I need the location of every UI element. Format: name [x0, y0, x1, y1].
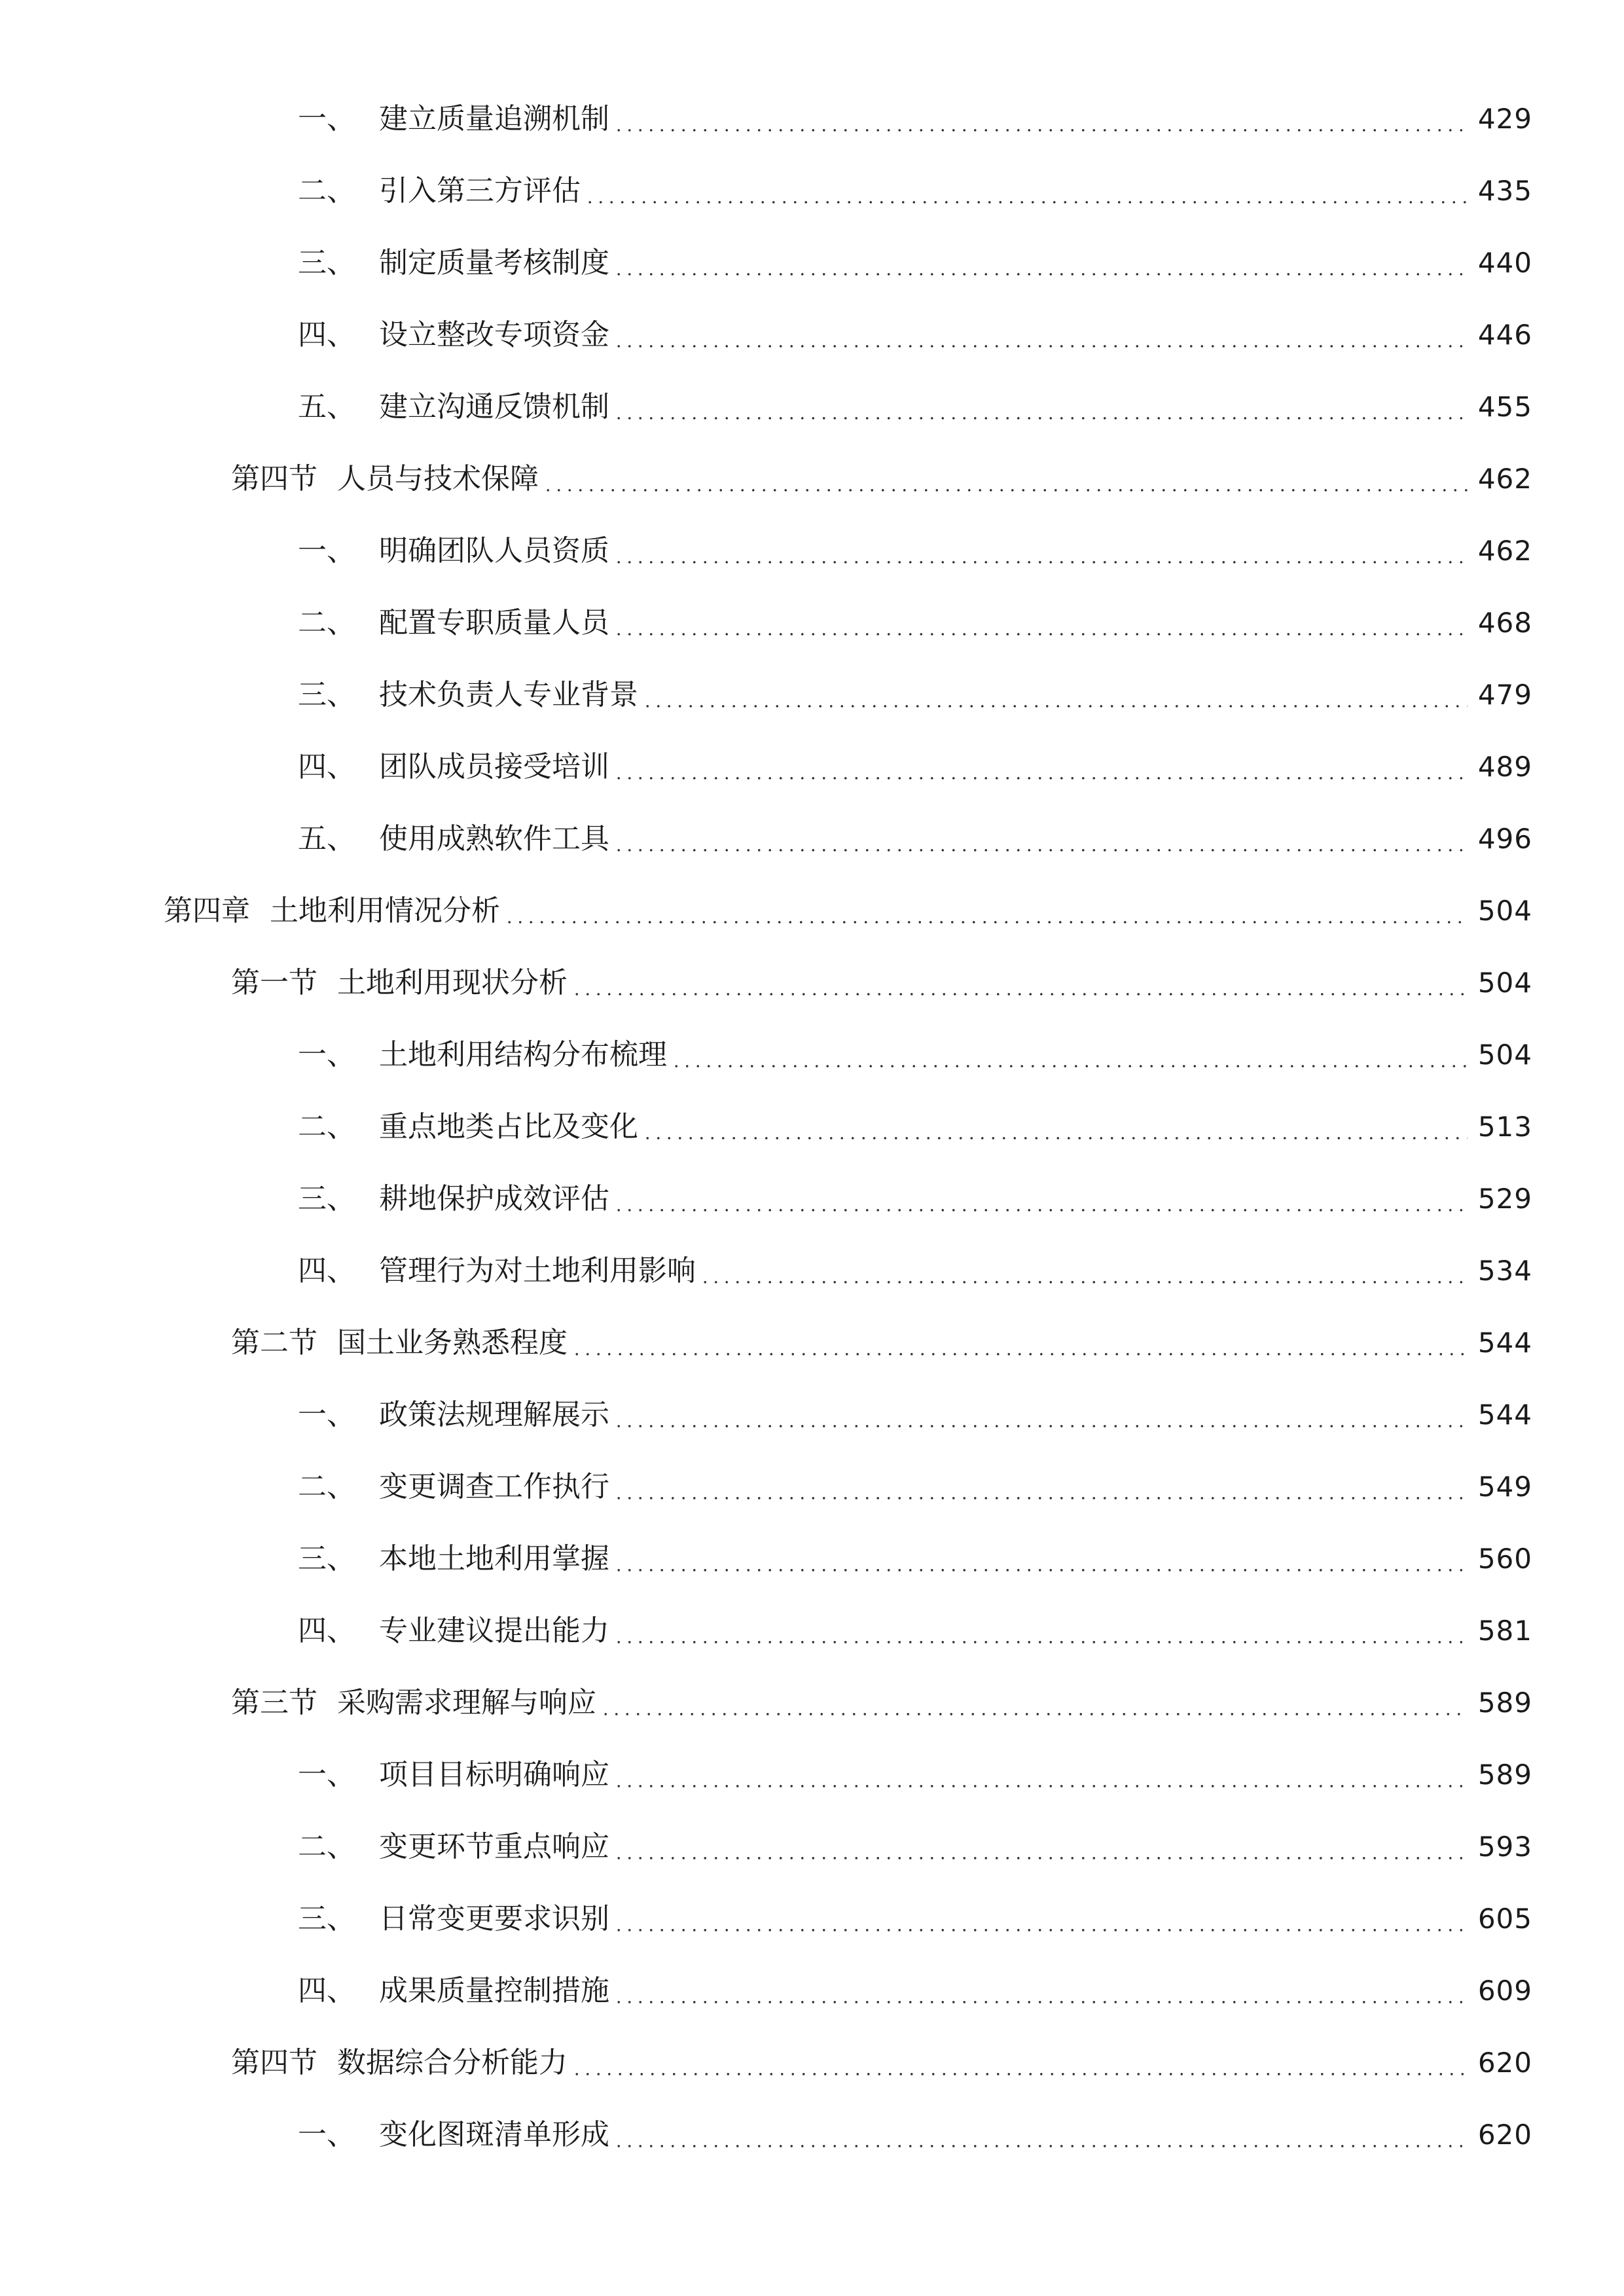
toc-entry-item[interactable] [0, 83, 1624, 155]
toc-entry-title: 采购需求理解与响应 [337, 1686, 596, 1719]
toc-entry-page-number: 560 [1477, 1543, 1532, 1575]
toc-entry-item[interactable] [0, 803, 1624, 875]
toc-entry-line [298, 299, 1532, 371]
toc-entry-title: 设立整改专项资金 [379, 318, 609, 351]
toc-entry-page-number: 534 [1477, 1255, 1532, 1287]
toc-entry-section[interactable] [0, 947, 1624, 1019]
toc-entry-line [298, 515, 1532, 587]
toc-entry-title: 政策法规理解展示 [379, 1398, 609, 1431]
toc-entry-title: 技术负责人专业背景 [379, 678, 638, 711]
toc-entry-number: 四、 [298, 1614, 355, 1647]
toc-entry-page-number: 446 [1477, 319, 1532, 351]
toc-entry-page-number: 489 [1477, 751, 1532, 783]
toc-entry-line [298, 803, 1532, 875]
dot-leader [600, 1667, 1468, 1739]
toc-entry-page-number: 455 [1477, 391, 1532, 423]
toc-entry-line [298, 227, 1532, 299]
toc-entry-number: 三、 [298, 1182, 355, 1215]
toc-entry-item[interactable] [0, 1379, 1624, 1451]
toc-entry-line [231, 2027, 1532, 2099]
toc-entry-item[interactable] [0, 155, 1624, 227]
toc-entry-title: 变更调查工作执行 [379, 1470, 609, 1503]
dot-leader [613, 2099, 1468, 2171]
toc-entry-item[interactable] [0, 299, 1624, 371]
dot-leader [613, 1739, 1468, 1811]
dot-leader [613, 731, 1468, 803]
toc-entry-item[interactable] [0, 1811, 1624, 1883]
toc-entry-number: 四、 [298, 1974, 355, 2007]
toc-entry-page-number: 544 [1477, 1327, 1532, 1359]
toc-entry-title: 使用成熟软件工具 [379, 822, 609, 855]
toc-entry-line [298, 1811, 1532, 1883]
toc-entry-line [298, 2099, 1532, 2171]
toc-entry-title: 变更环节重点响应 [379, 1830, 609, 1863]
toc-entry-title: 项目目标明确响应 [379, 1758, 609, 1791]
toc-entry-page-number: 605 [1477, 1903, 1532, 1935]
toc-entry-line [298, 1019, 1532, 1091]
toc-entry-section[interactable] [0, 2027, 1624, 2099]
dot-leader [504, 875, 1468, 947]
dot-leader [671, 1019, 1468, 1091]
toc-entry-title: 建立沟通反馈机制 [379, 390, 609, 423]
toc-entry-line [298, 731, 1532, 803]
toc-entry-title: 本地土地利用掌握 [379, 1542, 609, 1575]
toc-entry-item[interactable] [0, 227, 1624, 299]
toc-entry-title: 土地利用结构分布梳理 [379, 1038, 667, 1071]
toc-entry-number: 第三节 [231, 1686, 317, 1719]
toc-entry-line [298, 1883, 1532, 1955]
toc-entry-title: 重点地类占比及变化 [379, 1110, 638, 1143]
toc-entry-title: 土地利用现状分析 [337, 966, 568, 999]
toc-entry-number: 二、 [298, 606, 355, 639]
toc-entry-number: 三、 [298, 1542, 355, 1575]
dot-leader [571, 947, 1468, 1019]
toc-entry-title: 团队成员接受培训 [379, 750, 609, 783]
toc-entry-line [298, 1163, 1532, 1235]
toc-entry-number: 三、 [298, 1902, 355, 1935]
toc-entry-title: 管理行为对土地利用影响 [379, 1254, 696, 1287]
toc-entry-page-number: 504 [1477, 967, 1532, 999]
dot-leader [642, 659, 1468, 731]
toc-entry-page-number: 496 [1477, 823, 1532, 855]
dot-leader [543, 443, 1468, 515]
toc-entry-number: 四、 [298, 1254, 355, 1287]
toc-entry-title: 配置专职质量人员 [379, 606, 609, 639]
toc-entry-number: 第四章 [164, 894, 250, 927]
toc-entry-number: 二、 [298, 1470, 355, 1503]
toc-entry-number: 一、 [298, 1398, 355, 1431]
toc-entry-page-number: 593 [1477, 1831, 1532, 1863]
toc-entry-item[interactable] [0, 1883, 1624, 1955]
toc-entry-line [298, 1955, 1532, 2027]
toc-entry-item[interactable] [0, 731, 1624, 803]
toc-entry-item[interactable] [0, 1595, 1624, 1667]
toc-entry-line [298, 587, 1532, 659]
toc-entry-item[interactable] [0, 1451, 1624, 1523]
toc-entry-number: 第四节 [231, 462, 317, 495]
toc-entry-item[interactable] [0, 659, 1624, 731]
toc-entry-item[interactable] [0, 1523, 1624, 1595]
toc-entry-line [231, 947, 1532, 1019]
toc-entry-page-number: 440 [1477, 247, 1532, 279]
toc-entry-page-number: 620 [1477, 2047, 1532, 2079]
toc-entry-title: 人员与技术保障 [337, 462, 539, 495]
toc-entry-line [298, 1451, 1532, 1523]
toc-entry-section[interactable] [0, 443, 1624, 515]
toc-entry-item[interactable] [0, 1739, 1624, 1811]
toc-entry-number: 一、 [298, 534, 355, 567]
toc-entry-item[interactable] [0, 587, 1624, 659]
toc-entry-page-number: 479 [1477, 679, 1532, 711]
toc-entry-line [298, 155, 1532, 227]
toc-entry-number: 二、 [298, 1830, 355, 1863]
toc-entry-title: 日常变更要求识别 [379, 1902, 609, 1935]
toc-entry-title: 制定质量考核制度 [379, 246, 609, 279]
dot-leader [571, 2027, 1468, 2099]
toc-entry-number: 四、 [298, 318, 355, 351]
toc-entry-line [298, 1091, 1532, 1163]
toc-entry-chapter[interactable] [0, 875, 1624, 947]
toc-entry-item[interactable] [0, 1091, 1624, 1163]
toc-entry-title: 引入第三方评估 [379, 174, 581, 207]
toc-entry-item[interactable] [0, 1019, 1624, 1091]
toc-entry-number: 一、 [298, 1758, 355, 1791]
toc-entry-item[interactable] [0, 1235, 1624, 1307]
toc-entry-line [231, 1667, 1532, 1739]
table-of-contents [0, 83, 1624, 2171]
toc-entry-section[interactable] [0, 1307, 1624, 1379]
toc-entry-page-number: 462 [1477, 535, 1532, 567]
dot-leader [613, 587, 1468, 659]
toc-entry-line [298, 1523, 1532, 1595]
toc-entry-page-number: 549 [1477, 1471, 1532, 1503]
dot-leader [613, 1451, 1468, 1523]
dot-leader [613, 1523, 1468, 1595]
toc-entry-item[interactable] [0, 1163, 1624, 1235]
toc-entry-line [231, 443, 1532, 515]
toc-entry-page-number: 589 [1477, 1759, 1532, 1791]
toc-entry-number: 第二节 [231, 1326, 317, 1359]
toc-entry-item[interactable] [0, 371, 1624, 443]
toc-entry-page-number: 609 [1477, 1975, 1532, 2007]
toc-entry-title: 耕地保护成效评估 [379, 1182, 609, 1215]
toc-entry-line [164, 875, 1532, 947]
toc-entry-title: 土地利用情况分析 [270, 894, 500, 927]
toc-entry-title: 国土业务熟悉程度 [337, 1326, 568, 1359]
toc-entry-line [298, 1235, 1532, 1307]
toc-entry-number: 一、 [298, 1038, 355, 1071]
toc-entry-line [298, 1739, 1532, 1811]
toc-entry-line [298, 83, 1532, 155]
toc-entry-title: 明确团队人员资质 [379, 534, 609, 567]
toc-entry-section[interactable] [0, 1667, 1624, 1739]
dot-leader [613, 515, 1468, 587]
dot-leader [700, 1235, 1468, 1307]
toc-entry-page-number: 529 [1477, 1183, 1532, 1215]
toc-entry-item[interactable] [0, 2099, 1624, 2171]
toc-entry-number: 五、 [298, 390, 355, 423]
toc-entry-line [298, 659, 1532, 731]
dot-leader [613, 1883, 1468, 1955]
toc-entry-page-number: 462 [1477, 463, 1532, 495]
toc-entry-line [298, 1379, 1532, 1451]
toc-entry-title: 成果质量控制措施 [379, 1974, 609, 2007]
toc-entry-number: 一、 [298, 2118, 355, 2151]
toc-entry-line [298, 371, 1532, 443]
dot-leader [613, 1811, 1468, 1883]
toc-entry-number: 三、 [298, 246, 355, 279]
dot-leader [613, 1379, 1468, 1451]
dot-leader [613, 227, 1468, 299]
dot-leader [613, 1595, 1468, 1667]
toc-entry-page-number: 513 [1477, 1111, 1532, 1143]
toc-entry-item[interactable] [0, 515, 1624, 587]
toc-entry-line [298, 1595, 1532, 1667]
toc-entry-item[interactable] [0, 1955, 1624, 2027]
toc-entry-page-number: 504 [1477, 1039, 1532, 1071]
dot-leader [613, 803, 1468, 875]
toc-entry-number: 三、 [298, 678, 355, 711]
toc-entry-page-number: 429 [1477, 103, 1532, 135]
toc-entry-page-number: 620 [1477, 2119, 1532, 2151]
toc-entry-number: 第四节 [231, 2046, 317, 2079]
toc-entry-title: 变化图斑清单形成 [379, 2118, 609, 2151]
dot-leader [642, 1091, 1468, 1163]
dot-leader [613, 299, 1468, 371]
toc-entry-number: 一、 [298, 102, 355, 135]
dot-leader [613, 371, 1468, 443]
dot-leader [571, 1307, 1468, 1379]
toc-entry-title: 数据综合分析能力 [337, 2046, 568, 2079]
toc-entry-page-number: 504 [1477, 895, 1532, 927]
toc-entry-line [231, 1307, 1532, 1379]
toc-entry-number: 第一节 [231, 966, 317, 999]
dot-leader [585, 155, 1468, 227]
toc-entry-title: 建立质量追溯机制 [379, 102, 609, 135]
toc-entry-title: 专业建议提出能力 [379, 1614, 609, 1647]
toc-entry-page-number: 435 [1477, 175, 1532, 207]
toc-entry-number: 五、 [298, 822, 355, 855]
toc-entry-page-number: 468 [1477, 607, 1532, 639]
dot-leader [613, 1163, 1468, 1235]
toc-entry-page-number: 544 [1477, 1399, 1532, 1431]
dot-leader [613, 83, 1468, 155]
toc-entry-page-number: 581 [1477, 1615, 1532, 1647]
toc-entry-page-number: 589 [1477, 1687, 1532, 1719]
dot-leader [613, 1955, 1468, 2027]
toc-entry-number: 四、 [298, 750, 355, 783]
toc-entry-number: 二、 [298, 174, 355, 207]
toc-entry-number: 二、 [298, 1110, 355, 1143]
